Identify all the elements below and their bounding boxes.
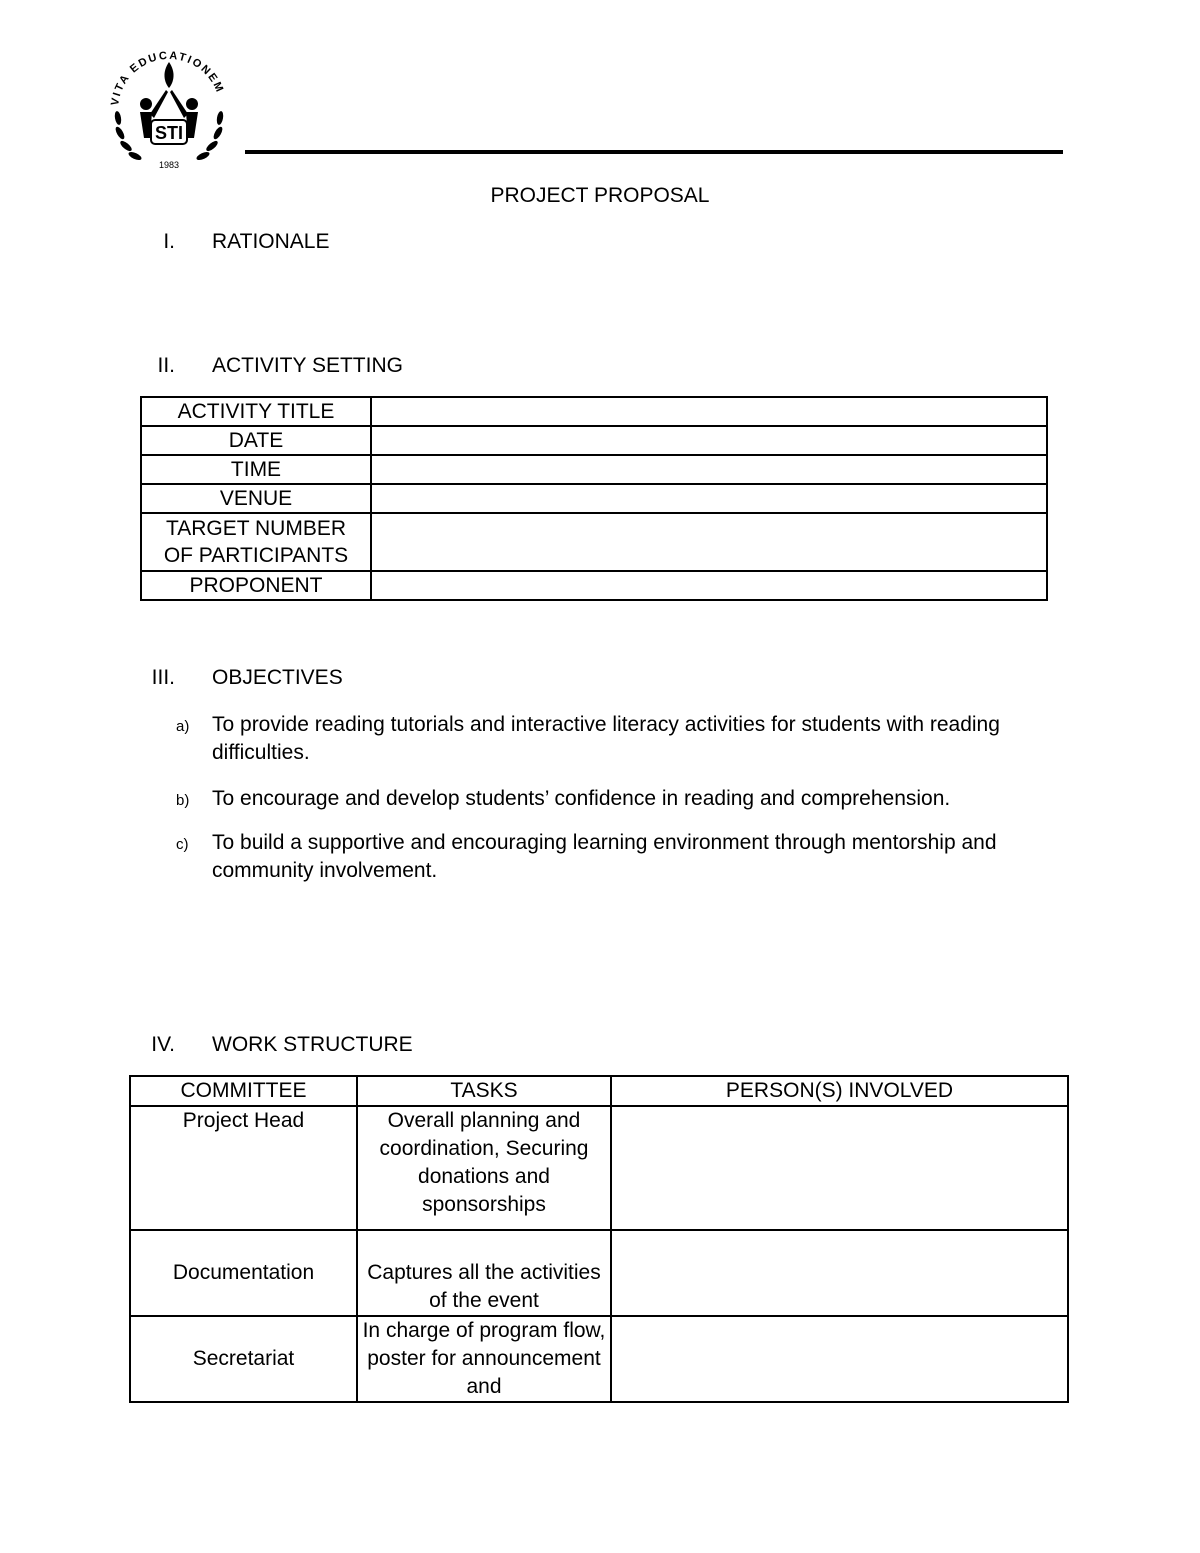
setting-value	[371, 426, 1047, 455]
setting-label: ACTIVITY TITLE	[141, 397, 371, 426]
setting-value	[371, 571, 1047, 600]
section-numeral: IV.	[151, 1033, 175, 1056]
persons-cell	[611, 1316, 1068, 1402]
setting-label: DATE	[141, 426, 371, 455]
tasks-cell: In charge of program flow, poster for announcement and	[357, 1316, 611, 1402]
persons-cell	[611, 1106, 1068, 1230]
setting-label-line2: OF PARTICIPANTS	[163, 544, 349, 567]
objective-item: To encourage and develop students’ confidence in reading and comprehension.	[212, 787, 951, 810]
section-numeral: III.	[151, 666, 175, 689]
section-label: ACTIVITY SETTING	[212, 354, 403, 377]
setting-value	[371, 484, 1047, 513]
committee-cell: Secretariat	[130, 1316, 357, 1402]
section-label: OBJECTIVES	[212, 666, 343, 689]
setting-label-line1: TARGET NUMBER	[165, 517, 347, 540]
section-numeral: II.	[157, 354, 175, 377]
column-header: COMMITTEE	[130, 1076, 357, 1106]
section-work-structure	[0, 1033, 600, 1063]
setting-value	[371, 455, 1047, 484]
tasks-cell: Captures all the activities of the event	[357, 1230, 611, 1316]
svg-text:STI: STI	[154, 123, 184, 143]
column-header: PERSON(S) INVOLVED	[611, 1076, 1068, 1106]
table-row	[130, 1316, 1068, 1402]
committee-cell: Documentation	[130, 1230, 357, 1316]
work-structure-table	[129, 1075, 1069, 1403]
setting-value	[371, 397, 1047, 426]
tasks-cell: Overall planning and coordination, Securing donations and sponsorships	[357, 1106, 611, 1230]
setting-label: PROPONENT	[141, 571, 371, 600]
table-row	[141, 397, 1047, 426]
column-header: TASKS	[357, 1076, 611, 1106]
section-label: WORK STRUCTURE	[212, 1033, 413, 1056]
table-header-row	[130, 1076, 1068, 1106]
table-row	[141, 513, 1047, 571]
table-row	[141, 484, 1047, 513]
committee-cell: Project Head	[130, 1106, 357, 1230]
table-row	[141, 571, 1047, 600]
table-row	[141, 426, 1047, 455]
persons-cell	[611, 1230, 1068, 1316]
objective-marker: b)	[176, 792, 190, 809]
objective-item: To provide reading tutorials and interactive literacy activities for students with reading difficulties.	[212, 713, 1000, 764]
table-row	[141, 455, 1047, 484]
document-title: PROJECT PROPOSAL	[490, 184, 710, 207]
setting-label: VENUE	[141, 484, 371, 513]
objective-item: To build a supportive and encouraging learning environment through mentorship and community involvement.	[212, 831, 997, 882]
section-objectives	[0, 666, 600, 696]
header-rule	[245, 150, 1063, 154]
activity-setting-table	[140, 396, 1048, 601]
setting-label: TIME	[141, 455, 371, 484]
objective-marker: c)	[176, 836, 189, 853]
objective-marker: a)	[176, 718, 190, 735]
section-rationale	[0, 230, 600, 260]
setting-label	[141, 513, 371, 571]
svg-text:1983: 1983	[158, 160, 180, 170]
sti-logo	[104, 48, 234, 172]
setting-value	[371, 513, 1047, 571]
section-activity-setting	[0, 354, 600, 384]
svg-text:VITA EDUCATIONEM: VITA EDUCATIONEM	[109, 49, 227, 107]
section-numeral: I.	[163, 230, 175, 253]
table-row	[130, 1106, 1068, 1230]
table-row	[130, 1230, 1068, 1316]
section-label: RATIONALE	[212, 230, 330, 253]
